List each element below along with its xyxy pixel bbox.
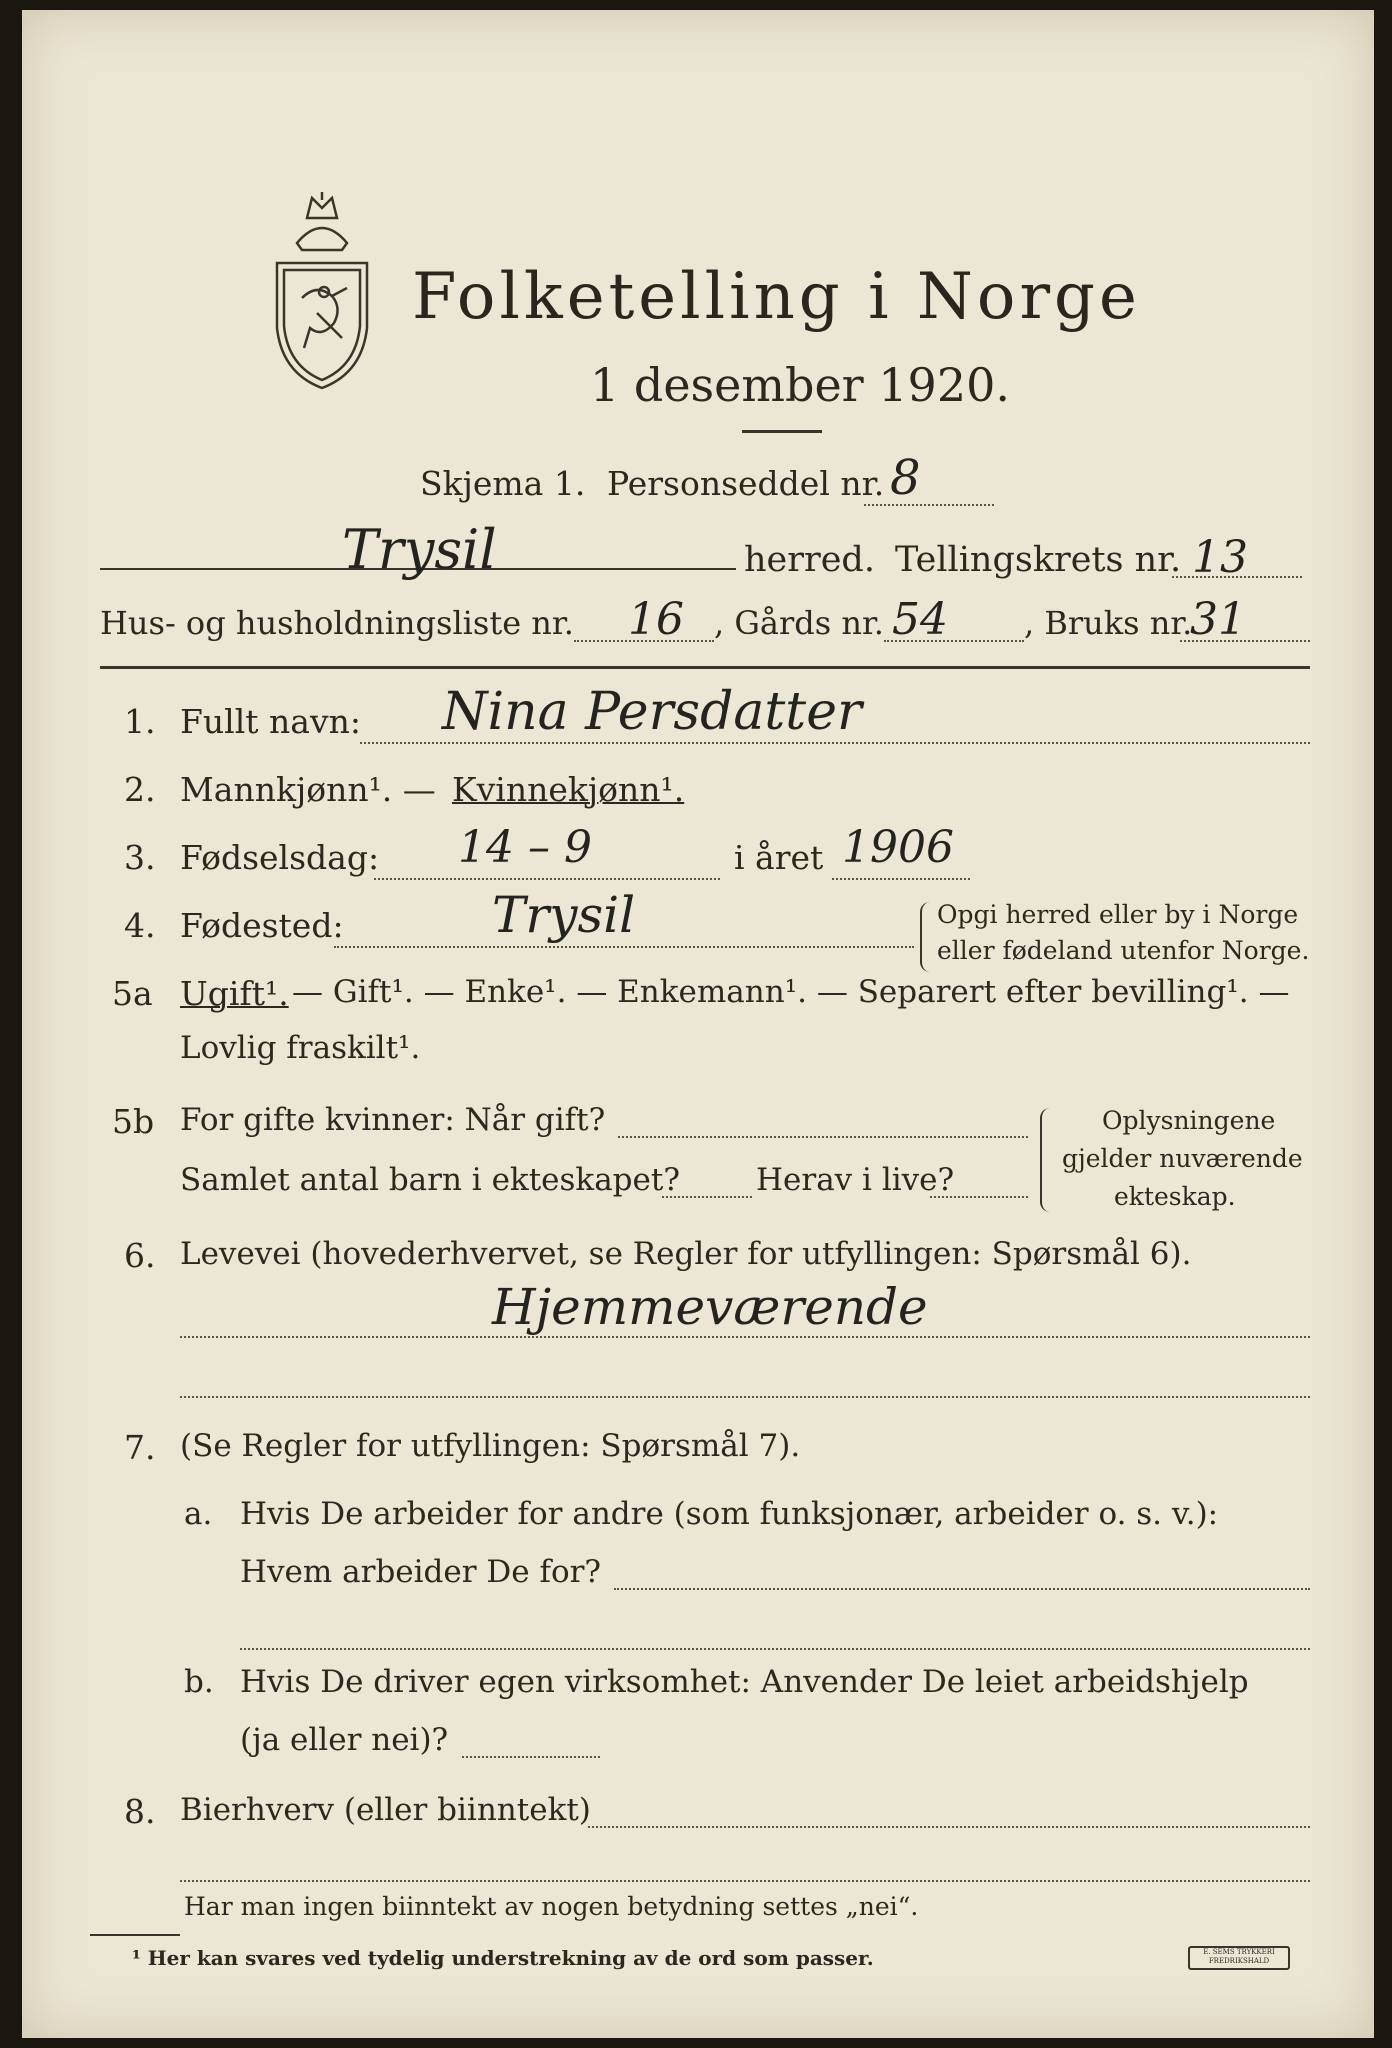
q6-line1 — [180, 1336, 1310, 1338]
q3-number: 3. — [124, 838, 156, 877]
footnote-rule — [90, 1934, 180, 1936]
q8-line1 — [588, 1826, 1310, 1828]
q5b-nar-gift-line — [618, 1136, 1028, 1138]
q7a-label-line1: Hvis De arbeider for andre (som funksjonær, arbeider o. s. v.): — [240, 1496, 1219, 1532]
q5a-options: — Gift¹. — Enke¹. — Enkemann¹. — Separert efter bevilling¹. — — [292, 974, 1290, 1010]
q7b-label-line2: (ja eller nei)? — [240, 1722, 449, 1758]
q3-year-label: i året — [734, 838, 824, 877]
q3-value[interactable]: 14 – 9 — [458, 822, 592, 873]
q5b-note-line3: ekteskap. — [1114, 1182, 1236, 1211]
q6-value[interactable]: Hjemmeværende — [492, 1278, 928, 1336]
q5b-barn-line — [662, 1196, 752, 1198]
bruks-value[interactable]: 31 — [1190, 594, 1246, 645]
q1-label: Fullt navn: — [180, 702, 361, 741]
q5b-note-line2: gjelder nuværende — [1062, 1144, 1303, 1173]
q6-number: 6. — [124, 1236, 156, 1275]
norwegian-coat-of-arms-icon — [262, 188, 382, 393]
q7b-letter: b. — [184, 1664, 214, 1700]
q6-line2 — [180, 1396, 1310, 1398]
q5b-barn-label: Samlet antal barn i ekteskapet? — [180, 1162, 680, 1198]
personseddel-line — [864, 504, 994, 506]
q3-label: Fødselsdag: — [180, 838, 380, 877]
skjema-label: Skjema 1. — [420, 464, 586, 503]
q4-note-brace — [920, 902, 932, 972]
census-date: 1 desember 1920. — [590, 358, 1010, 412]
q7a-line1 — [614, 1588, 1310, 1590]
q1-line — [360, 742, 1310, 744]
personseddel-label: Personseddel nr. — [607, 464, 885, 503]
form-title: Folketelling i Norge — [412, 260, 1141, 334]
q4-note-line2: eller fødeland utenfor Norge. — [937, 936, 1310, 965]
bruks-label: , Bruks nr. — [1024, 604, 1193, 642]
footnote: ¹ Her kan svares ved tydelig understrekning av de ord som passer. — [132, 1946, 874, 1970]
census-form-page — [22, 10, 1374, 2038]
herred-value[interactable]: Trysil — [342, 518, 497, 581]
q5b-note-brace — [1040, 1108, 1052, 1212]
printer-stamp — [1188, 1946, 1290, 1970]
q8-number: 8. — [124, 1792, 156, 1831]
q8-note: Har man ingen biinntekt av nogen betydning settes „nei“. — [184, 1892, 919, 1921]
q7-label: (Se Regler for utfyllingen: Spørsmål 7). — [180, 1428, 801, 1464]
title-rule — [742, 430, 822, 433]
q3-year-value[interactable]: 1906 — [842, 822, 954, 873]
q7b-label-line1: Hvis De driver egen virksomhet: Anvender De leiet arbeidshjelp — [240, 1664, 1249, 1700]
q7-number: 7. — [124, 1428, 156, 1467]
printer-stamp-text: E. SEMS TRYKKERI FREDRIKSHALD — [1203, 1948, 1275, 1965]
q8-line2 — [180, 1880, 1310, 1882]
q8-label: Bierhverv (eller biinntekt) — [180, 1792, 591, 1828]
q4-note-line1: Opgi herred eller by i Norge — [937, 900, 1299, 929]
tellingskrets-label: Tellingskrets nr. — [895, 540, 1182, 580]
q5b-live-line — [930, 1196, 1028, 1198]
q4-value[interactable]: Trysil — [492, 886, 636, 944]
gards-label: , Gårds nr. — [714, 604, 884, 642]
q2-mannkjonn: Mannkjønn¹. — — [180, 770, 436, 809]
q7b-line — [462, 1756, 600, 1758]
gards-value[interactable]: 54 — [892, 594, 948, 645]
q3-line — [374, 878, 720, 880]
q3-year-line — [832, 878, 970, 880]
header-divider — [100, 666, 1310, 669]
q5a-number: 5a — [112, 974, 153, 1013]
q5a-lovlig-fraskilt: Lovlig fraskilt¹. — [180, 1030, 421, 1066]
q6-label: Levevei (hovederhvervet, se Regler for utfyllingen: Spørsmål 6). — [180, 1236, 1192, 1272]
tellingskrets-value[interactable]: 13 — [1192, 532, 1248, 583]
q5b-note-line1: Oplysningene — [1102, 1106, 1276, 1135]
q7a-letter: a. — [184, 1496, 213, 1532]
q5b-nar-gift-label: For gifte kvinner: Når gift? — [180, 1102, 606, 1138]
q2-kvinnekjonn[interactable]: Kvinnekjønn¹. — [452, 770, 685, 809]
q1-number: 1. — [124, 702, 156, 741]
q4-number: 4. — [124, 906, 156, 945]
q2-number: 2. — [124, 770, 156, 809]
q4-line — [334, 946, 914, 948]
q5b-number: 5b — [112, 1102, 155, 1141]
q5b-live-label: Herav i live? — [756, 1162, 955, 1198]
q1-value[interactable]: Nina Persdatter — [442, 682, 862, 742]
q7a-label-line2: Hvem arbeider De for? — [240, 1554, 602, 1590]
personseddel-value[interactable]: 8 — [890, 450, 921, 506]
q5a-ugift[interactable]: Ugift¹. — [180, 974, 289, 1013]
herred-label: herred. — [744, 540, 875, 580]
hus-value[interactable]: 16 — [628, 594, 684, 645]
hus-label: Hus- og husholdningsliste nr. — [100, 604, 574, 642]
q7a-line2 — [240, 1648, 1310, 1650]
q4-label: Fødested: — [180, 906, 344, 945]
